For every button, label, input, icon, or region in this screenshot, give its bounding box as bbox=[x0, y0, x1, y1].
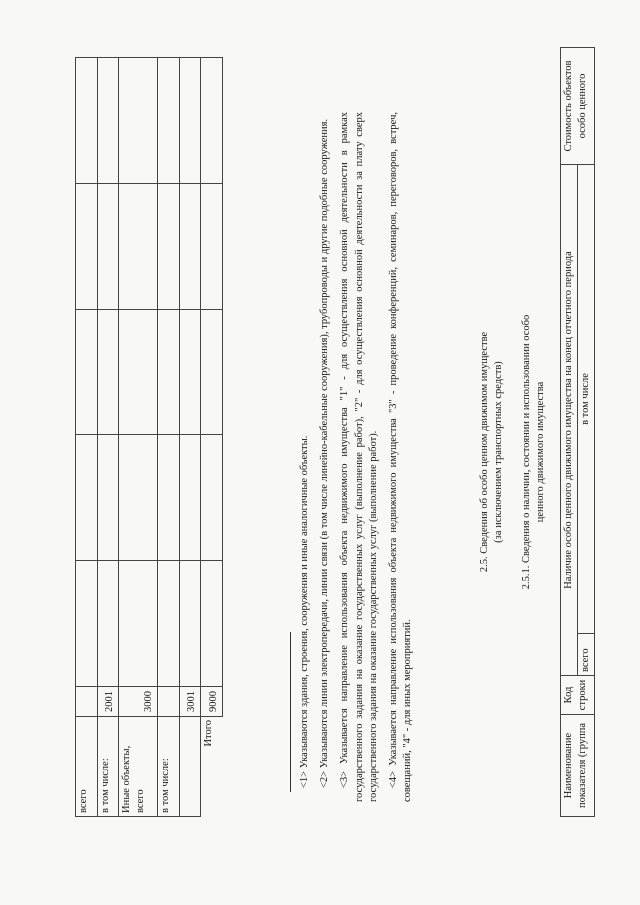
table-cell bbox=[76, 183, 98, 309]
row-name: всего bbox=[76, 716, 98, 816]
row-code: 3000 bbox=[119, 687, 158, 717]
rotated-sheet bbox=[40, 42, 600, 862]
table-row bbox=[97, 58, 119, 817]
col-header-name: Наименование показателя (группа bbox=[561, 715, 595, 817]
table-row bbox=[179, 58, 201, 817]
table-cell bbox=[158, 309, 180, 435]
col-header-cost: Стоимость объектов особо ценного bbox=[561, 48, 595, 165]
col-header-total: всего bbox=[578, 634, 595, 676]
table-cell bbox=[201, 309, 223, 435]
table-cell bbox=[119, 183, 158, 309]
table-cell bbox=[179, 58, 201, 184]
row-name: в том числе: bbox=[97, 716, 119, 816]
property-objects-table bbox=[75, 57, 223, 817]
footnote-divider bbox=[290, 632, 291, 792]
table-row bbox=[158, 58, 180, 817]
table-cell bbox=[158, 435, 180, 561]
section-title: 2.5.1. Сведения о наличии, состоянии и использовании особо bbox=[521, 314, 532, 590]
table-cell bbox=[158, 561, 180, 687]
table-cell bbox=[201, 58, 223, 184]
row-name: в том числе: bbox=[158, 716, 180, 816]
total-code: 9000 bbox=[201, 687, 223, 717]
table-cell bbox=[97, 561, 119, 687]
row-name bbox=[179, 716, 201, 816]
table-cell bbox=[119, 561, 158, 687]
col-header-including: в том числе bbox=[578, 165, 595, 634]
footnote-2: <2> Указываются линии электропередачи, линии связи (в том числе линейно-кабельные сооружения), трубопроводы и другие подобные сооружения. bbox=[319, 118, 331, 788]
row-name: Иные объекты, всего bbox=[119, 716, 158, 816]
table-cell bbox=[97, 58, 119, 184]
section-title: 2.5. Сведения об особо ценном движимом имуществе bbox=[479, 331, 490, 573]
col-header-presence: Наличие особо ценного движимого имущества на конец отчетного периода bbox=[561, 165, 578, 676]
table-cell bbox=[119, 435, 158, 561]
footnote-1: <1> Указываются здания, строения, сооружения и иные аналогичные объекты. bbox=[299, 435, 310, 788]
table-cell bbox=[201, 183, 223, 309]
table-cell bbox=[97, 183, 119, 309]
row-code bbox=[76, 687, 98, 717]
footnote-3: <3> Указывается направление использования объекта недвижимого имущества "1" - для осуществления основной деятельности в рамках государственного задания на оказание государственных услуг (выполнение работ), "2" - для осуществления основной деятельности за плату сверх государственного задания на оказание государственных услуг (выполнение работ). bbox=[339, 112, 379, 802]
table-cell bbox=[179, 435, 201, 561]
row-code: 2001 bbox=[97, 687, 119, 717]
section-subtitle: (за исключением транспортных средств) bbox=[493, 361, 505, 543]
table-cell bbox=[76, 58, 98, 184]
table-cell bbox=[158, 58, 180, 184]
table-cell bbox=[179, 561, 201, 687]
row-code: 3001 bbox=[179, 687, 201, 717]
col-header-code: Код строки bbox=[561, 676, 595, 715]
table-cell bbox=[201, 561, 223, 687]
table-cell bbox=[76, 309, 98, 435]
table-cell bbox=[179, 183, 201, 309]
total-label: Итого bbox=[203, 719, 215, 747]
table-cell bbox=[158, 183, 180, 309]
table-row-total bbox=[201, 58, 223, 817]
table-cell bbox=[76, 435, 98, 561]
table-cell bbox=[201, 435, 223, 561]
footnote-4: <4> Указывается направление использования объекта недвижимого имущества "3" - проведение конференций, семинаров, переговоров, встреч, совещаний, "4" - для иных мероприятий. bbox=[387, 112, 414, 802]
table-cell bbox=[97, 435, 119, 561]
table-cell bbox=[179, 309, 201, 435]
section-subtitle: ценного движимого имущества bbox=[535, 381, 547, 523]
table-cell bbox=[76, 561, 98, 687]
movable-property-table bbox=[560, 47, 595, 817]
section-2-5-1-heading bbox=[520, 172, 548, 732]
table-cell bbox=[119, 58, 158, 184]
section-2-5-heading bbox=[478, 172, 506, 732]
table-row bbox=[119, 58, 158, 817]
table-row bbox=[76, 58, 98, 817]
table-cell bbox=[97, 309, 119, 435]
table-cell bbox=[119, 309, 158, 435]
row-code bbox=[158, 687, 180, 717]
footnotes bbox=[298, 112, 421, 802]
table-header-row bbox=[561, 48, 578, 817]
